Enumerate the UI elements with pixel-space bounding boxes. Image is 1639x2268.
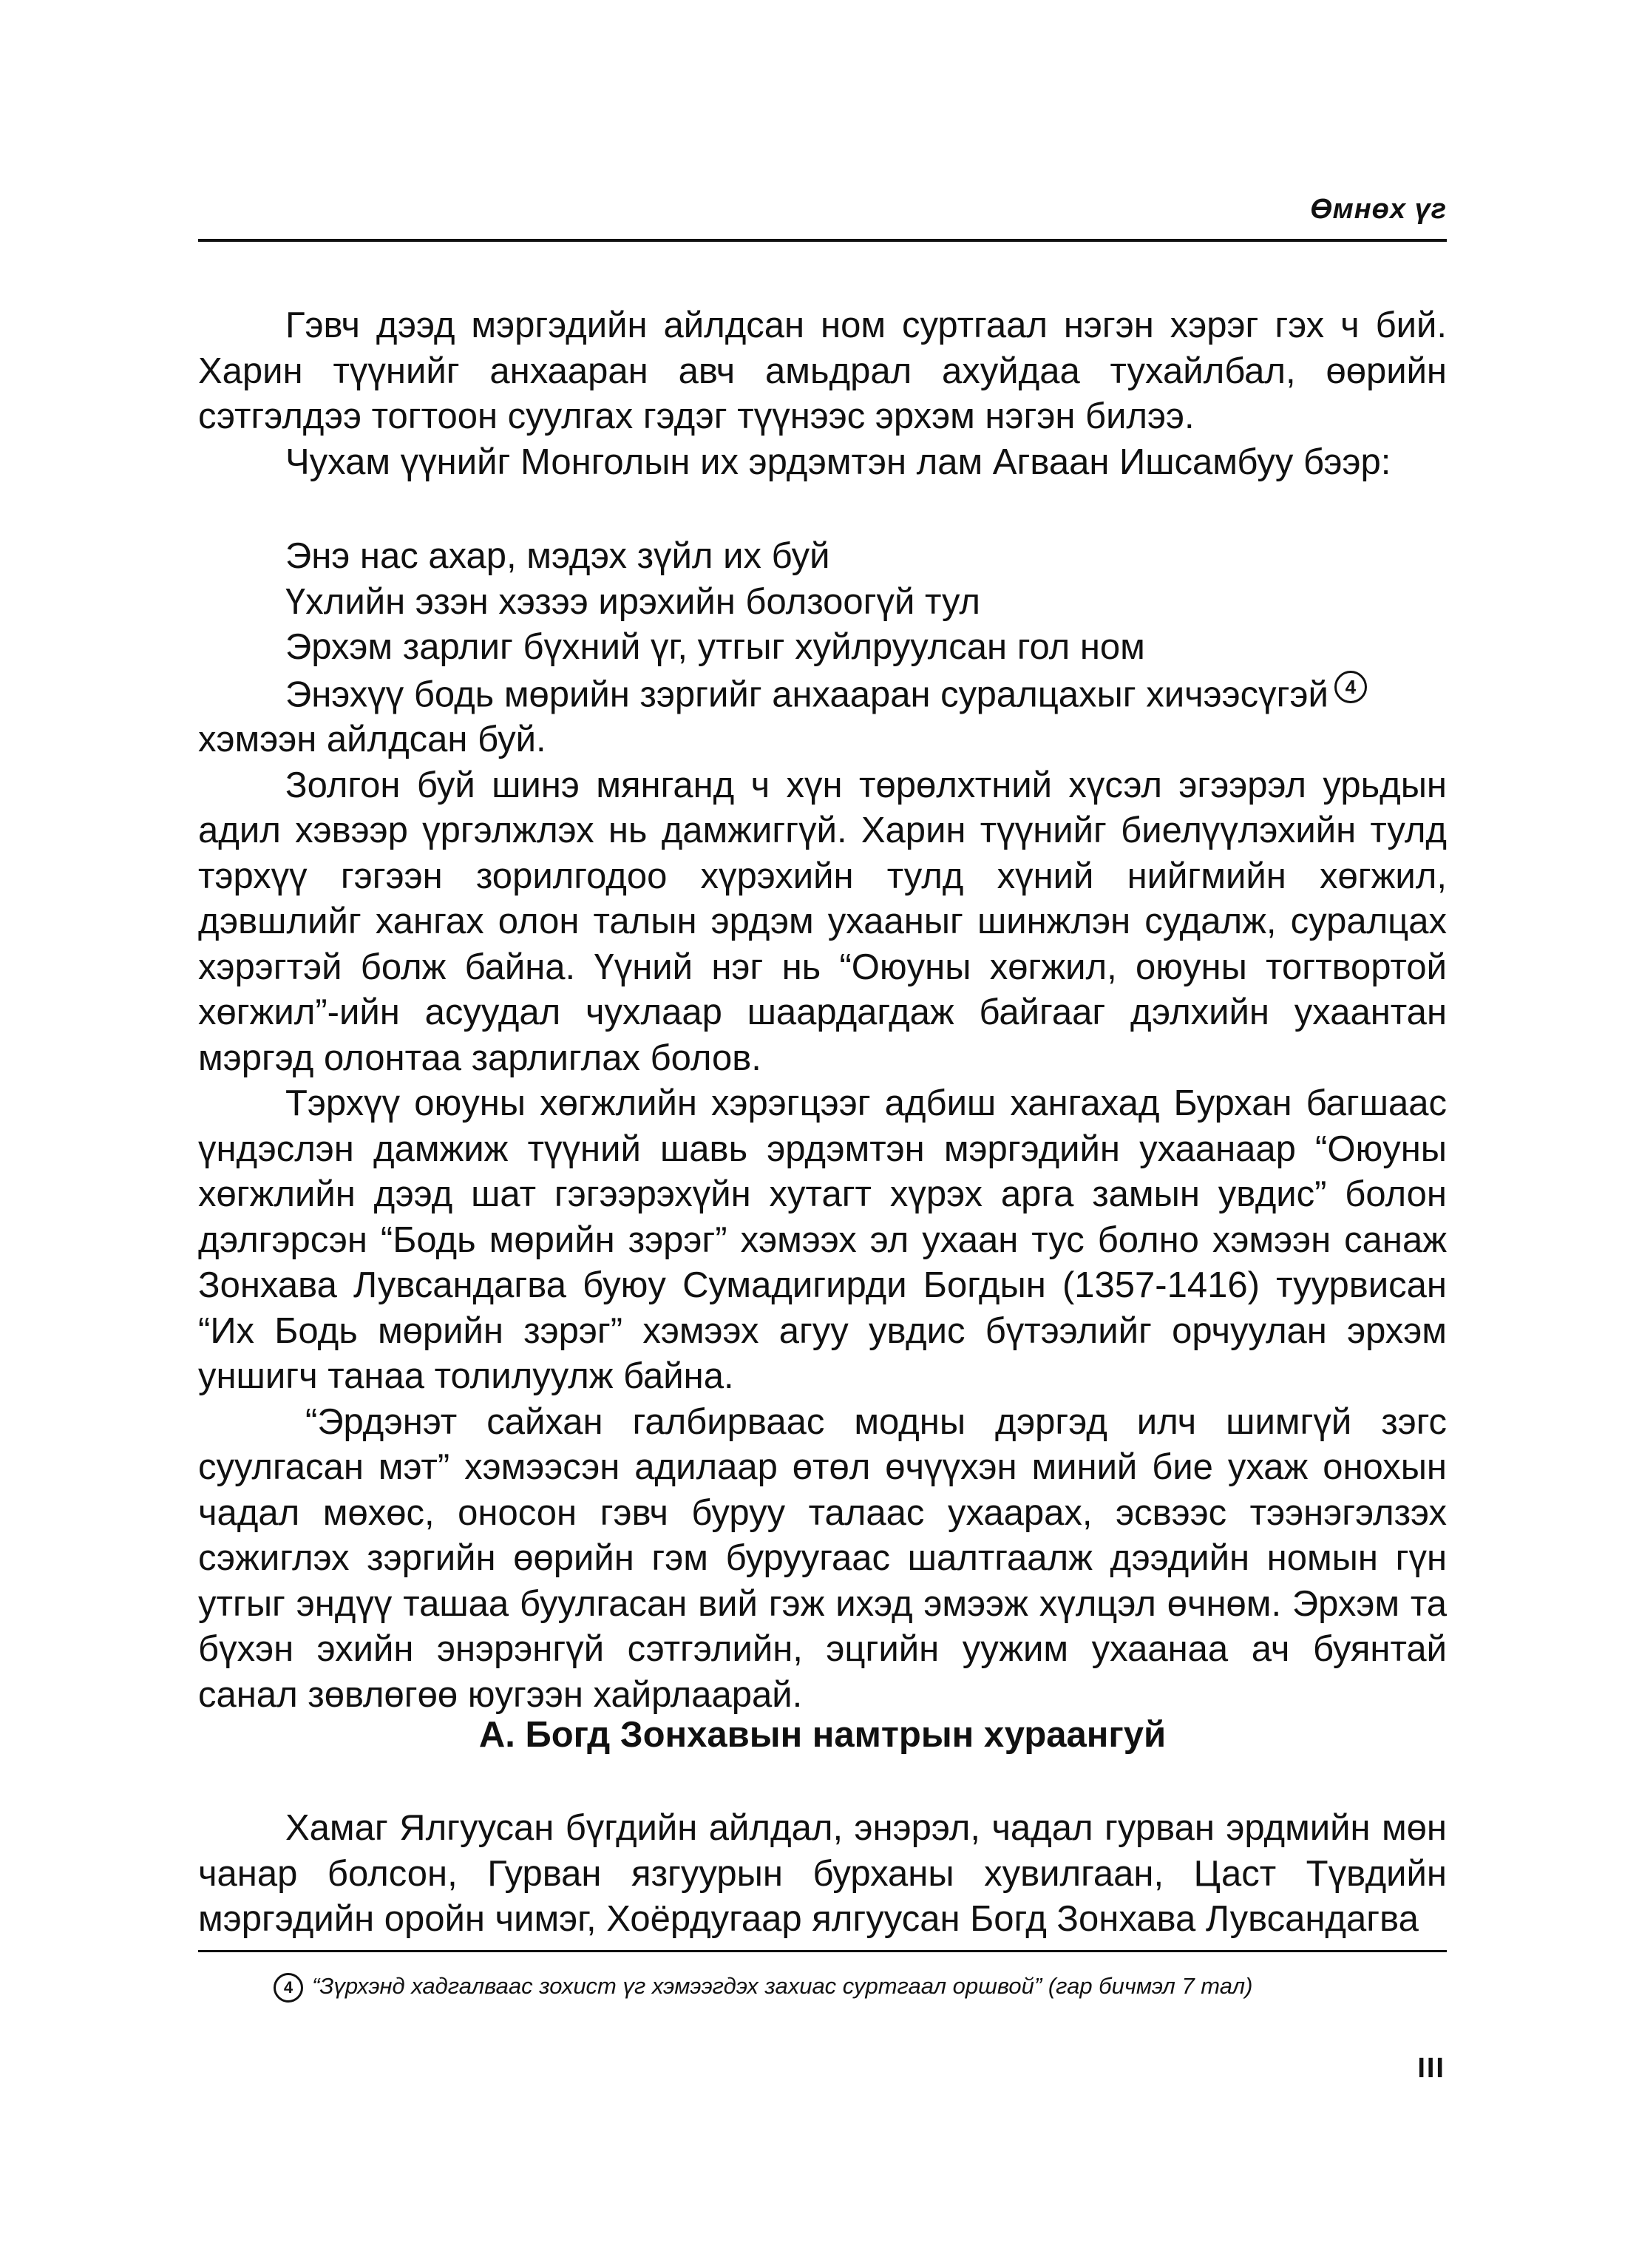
body-text [198, 303, 1447, 1718]
running-header: Өмнөх үг [1310, 194, 1447, 225]
paragraph-5: “Эрдэнэт сайхан галбирваас модны дэргэд илч шимгүй зэгс суулгасан мэт” хэмээсэн адилаар өтөл өчүүхэн миний бие ухаж онохын чадал мөхөс, оносон гэвч буруу талаас ухаарах, эсвээс тээнэгэлзэх сэжиглэх зэргийн өөрийн гэм буруугаас шалтгаалж дээдийн номын гүн утгыг эндүү ташаа буулгасан вий гэж ихэд эмээж хүлцэл өчнөм. Эрхэм та бүхэн эхийн энэрэнгүй сэтгэлийн, эцгийн уужим ухаанаа ач буянтай санал зөвлөгөө юугээн хайрлаарай. [198, 1401, 1447, 1715]
footnote-text: “Зүрхэнд хадгалваас зохист үг хэмээгдэх захиас суртгаал оршвой” (гар бичмэл 7 тал) [312, 1973, 1253, 2000]
paragraph-4: Тэрхүү оюуны хөгжлийн хэрэгцээг адбиш хангахад Бурхан багшаас үндэслэн дамжиж түүний шавь эрдэмтэн мэргэдийн ухаанаар “Оюуны хөгжлийн дээд шат гэгээрэхүйн хутагт хүрэх арга замын увдис” болон дэлгэрсэн “Бодь мөрийн зэрэг” хэмээх эл ухаан тус болно хэмээн санаж Зонхава Лувсандагва буюу Сумадигирди Богдын (1357-1416) туурвисан “Их Бодь мөрийн зэрэг” хэмээх агуу увдис бүтээлийг орчуулан эрхэм уншигч танаа толилуулж байна. [198, 1083, 1447, 1397]
footnote-rule [198, 1950, 1447, 1952]
paragraph-1: Гэвч дээд мэргэдийн айлдсан ном суртгаал нэгэн хэрэг гэх ч бий. Харин түүнийг анхааран авч амьдрал ахуйдаа тухайлбал, өөрийн сэтгэлдээ тогтоон суулгах гэдэг түүнээс эрхэм нэгэн билээ. [198, 305, 1447, 436]
page-number: III [1417, 2053, 1445, 2084]
verse-line-4-text: Энэхүү бодь мөрийн зэргийг анхааран суралцахыг хичээсүгэй [285, 674, 1328, 714]
verse-line-2: Үхлийн эзэн хэзээ ирэхийн болзоогүй тул [285, 581, 980, 622]
verse-line-4 [285, 671, 1447, 718]
paragraph-2: Чухам үүнийг Монголын их эрдэмтэн лам Агваан Ишсамбуу бээр: [285, 441, 1391, 482]
footnote-mark: 4 [274, 1973, 303, 2003]
section-body [198, 1806, 1447, 1943]
verse-quote [198, 534, 1447, 717]
verse-line-1: Энэ нас ахар, мэдэх зүйл их буй [285, 536, 830, 576]
footnote [274, 1973, 1252, 2003]
verse-line-3: Эрхэм зарлиг бүхний үг, утгыг хуйлруулсан гол ном [285, 627, 1145, 667]
paragraph-3: Золгон буй шинэ мянганд ч хүн төрөлхтний хүсэл эгээрэл урьдын адил хэвээр үргэлжлэх нь дамжиггүй. Харин түүнийг биелүүлэхийн тулд тэрхүү гэгээн зорилгодоо хүрэхийн тулд хүний нийгмийн хөгжил, дэвшлийг хангах олон талын эрдэм ухааныг шинжлэн судалж, суралцах хэрэгтэй болж байна. Үүний нэг нь “Оюуны хөгжил, оюуны тогтвортой хөгжил”-ийн асуудал чухлаар шаардагдаж байгааг дэлхийн ухаантан мэргэд олонтаа зарлиглах болов. [198, 765, 1447, 1078]
footnote-ref-marker: 4 [1334, 671, 1367, 703]
section-paragraph-1: Хамаг Ялгуусан бүгдийн айлдал, энэрэл, чадал гурван эрдмийн мөн чанар болсон, Гурван язгуурын бурханы хувилгаан, Цаст Түвдийн мэргэдийн оройн чимэг, Хоёрдугаар ялгуусан Богд Зонхава Лувсандагва [198, 1808, 1447, 1939]
header-rule [198, 239, 1447, 242]
verse-tail: хэмээн айлдсан буй. [198, 720, 546, 760]
section-heading: А. Богд Зонхавын намтрын хураангуй [478, 1715, 1167, 1755]
